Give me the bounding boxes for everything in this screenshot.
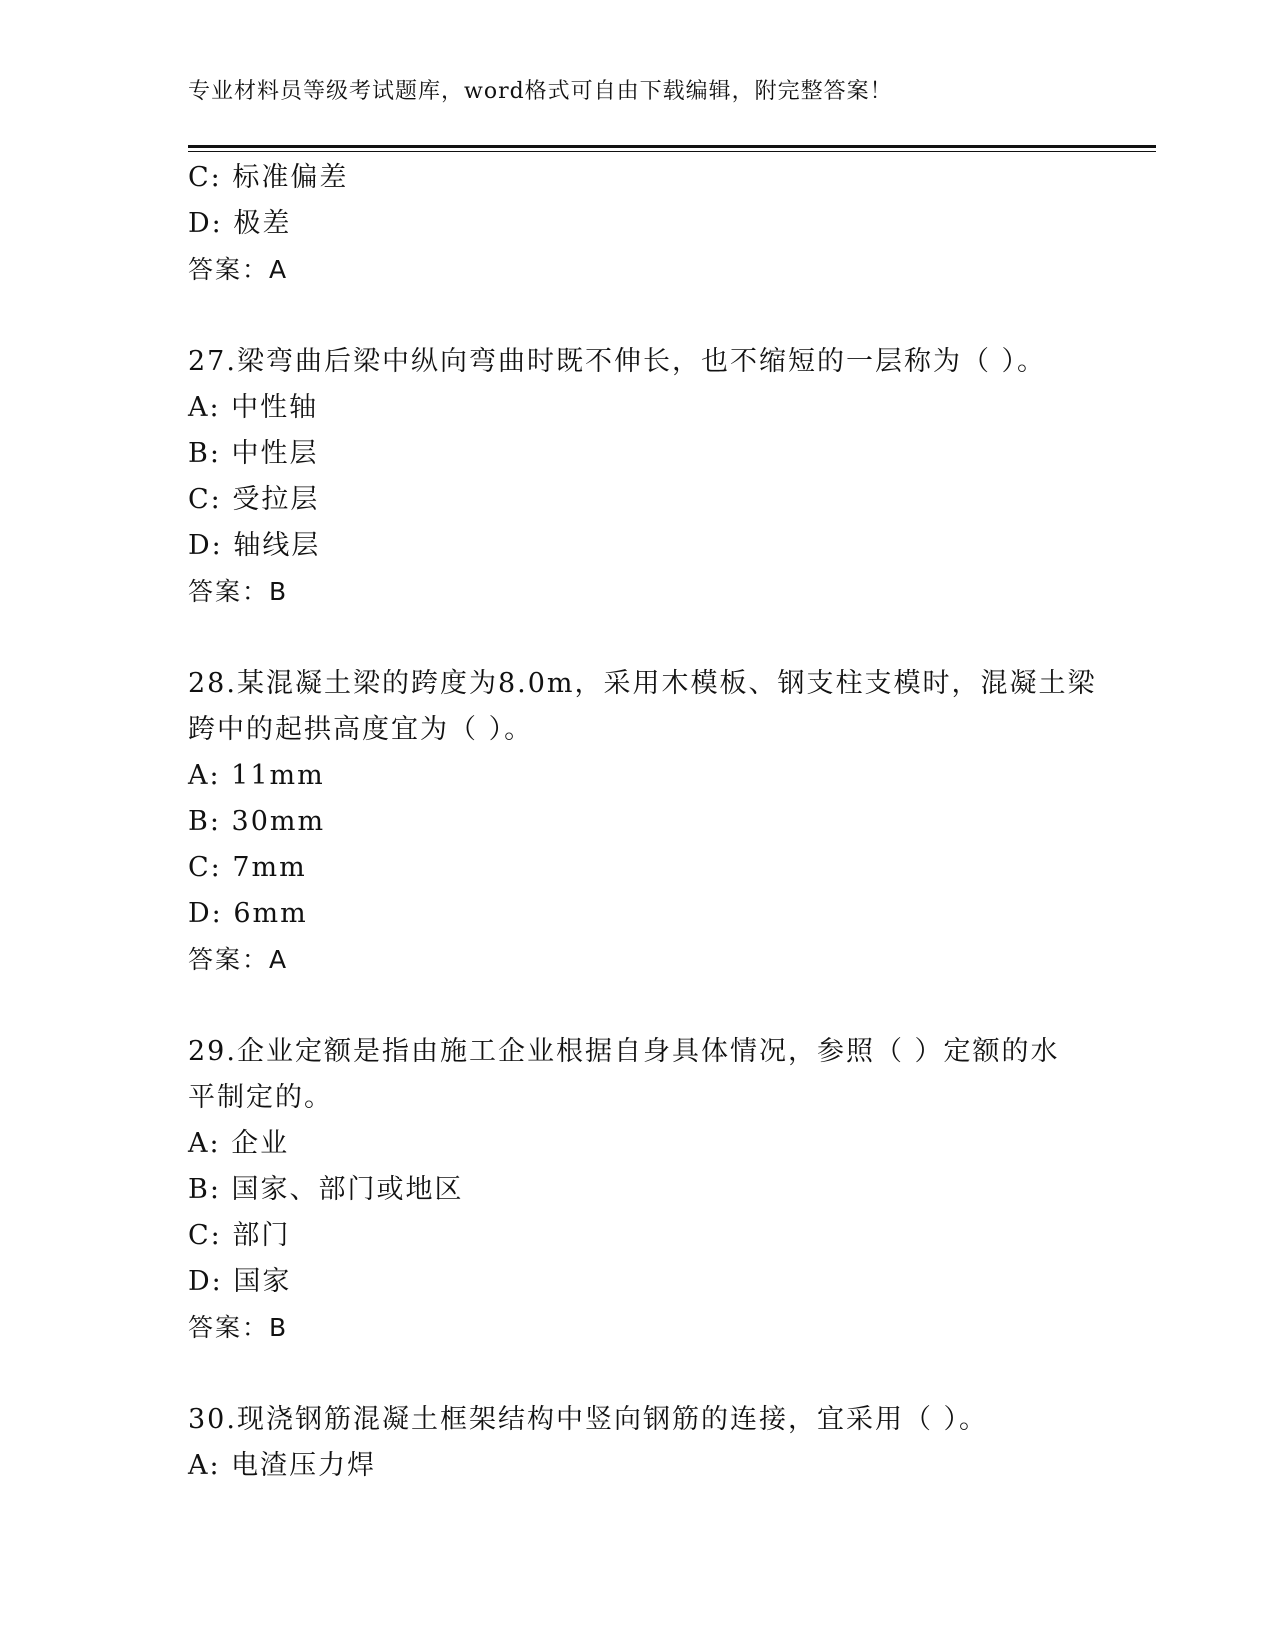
option: D: 国家 <box>188 1266 292 1297</box>
option: C: 7mm <box>188 852 307 883</box>
header-rule-thick <box>188 145 1156 148</box>
option: B: 中性层 <box>188 438 319 469</box>
answer: 答案：B <box>188 577 289 606</box>
option: D: 极差 <box>188 208 292 239</box>
question-text: 28.某混凝土梁的跨度为8.0m，采用木模板、钢支柱支模时，混凝土梁 <box>188 668 1097 699</box>
question-text: 跨中的起拱高度宜为（ ）。 <box>188 714 534 745</box>
answer: 答案：B <box>188 1313 289 1342</box>
option: A: 企业 <box>188 1128 290 1159</box>
option: C: 标准偏差 <box>188 162 349 193</box>
option: A: 11mm <box>188 760 325 791</box>
question-block <box>188 155 1088 293</box>
question-text: 平制定的。 <box>188 1082 333 1113</box>
option: A: 电渣压力焊 <box>188 1450 377 1481</box>
question-block <box>188 339 1088 615</box>
answer: 答案：A <box>188 945 289 974</box>
question-block <box>188 1397 1088 1489</box>
question-block <box>188 661 1097 983</box>
page-header: 专业材料员等级考试题库，word格式可自由下载编辑，附完整答案！ <box>188 79 893 104</box>
header-rule-thin <box>188 151 1156 152</box>
question-text: 30.现浇钢筋混凝土框架结构中竖向钢筋的连接，宜采用（ ）。 <box>188 1404 989 1435</box>
option: B: 30mm <box>188 806 326 837</box>
answer: 答案：A <box>188 255 289 284</box>
option: C: 部门 <box>188 1220 291 1251</box>
option: C: 受拉层 <box>188 484 320 515</box>
question-text: 29.企业定额是指由施工企业根据自身具体情况，参照（ ）定额的水 <box>188 1036 1060 1067</box>
question-text: 27.梁弯曲后梁中纵向弯曲时既不伸长，也不缩短的一层称为（ ）。 <box>188 346 1047 377</box>
question-block <box>188 1029 1088 1351</box>
option: D: 6mm <box>188 898 308 929</box>
option: B: 国家、部门或地区 <box>188 1174 464 1205</box>
question-list <box>188 155 1097 1489</box>
option: A: 中性轴 <box>188 392 319 423</box>
option: D: 轴线层 <box>188 530 321 561</box>
